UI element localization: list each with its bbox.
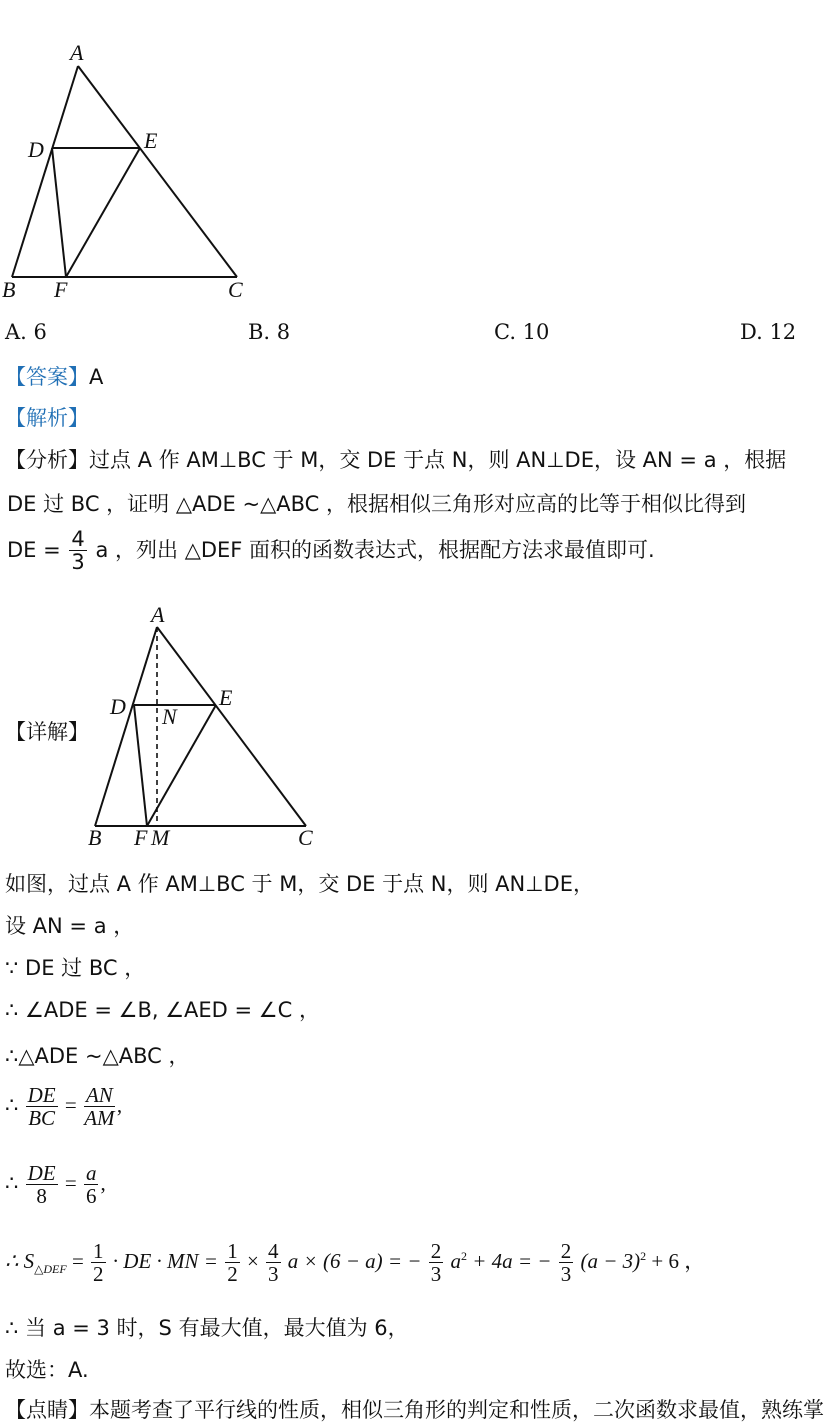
solution-step-10: 故选：A. (5, 1358, 89, 1382)
label2-N: N (162, 704, 177, 729)
label-F: F (54, 277, 68, 302)
analysis-text-1: 过点 A 作 AM⊥BC 于 M，交 DE 于点 N，则 AN⊥DE，设 AN = a ，根据 (89, 448, 787, 472)
label2-B: B (88, 825, 102, 850)
solution-step-4: ∴ ∠ADE = ∠B, ∠AED = ∠C ， (5, 998, 320, 1022)
analysis-line-2: DE 过 BC ，证明 △ADE ~△ABC ，根据相似三角形对应高的比等于相似比得到 (7, 492, 746, 516)
figure-triangle-1 (0, 30, 260, 310)
comment-tag: 【点睛】 (5, 1398, 89, 1422)
analysis-line-3 (7, 528, 655, 574)
solution-step-6: ∴ $\frac{DE}{BC}$ = $\frac{AN}{AM}$ , (5, 1083, 123, 1131)
label2-C: C (298, 825, 313, 850)
answer-tag: 【答案】 (5, 365, 89, 389)
analysis-line-1 (5, 444, 786, 474)
label-E: E (144, 128, 158, 153)
label-D: D (28, 137, 44, 162)
comment-line (5, 1394, 824, 1424)
option-d: D. 12 (740, 320, 797, 344)
frac-an: AN (85, 1083, 113, 1107)
analysis-de-eq: DE = (7, 538, 61, 563)
solution-step-5: ∴△ADE ~△ABC ， (5, 1044, 190, 1068)
frac-bc: BC (28, 1106, 56, 1131)
label2-D: D (110, 694, 126, 719)
label2-E: E (219, 685, 233, 710)
solution-step-2: 设 AN = a ， (5, 914, 135, 938)
label2-F: F (134, 825, 148, 850)
label-A: A (70, 40, 84, 65)
option-a: A. 6 (5, 320, 47, 344)
analysis-tag: 【分析】 (5, 448, 89, 472)
fraction-4-3: $\frac{4}{3}$ (71, 527, 85, 575)
label-B: B (2, 277, 16, 302)
comment-text: 本题考查了平行线的性质，相似三角形的判定和性质，二次函数求最值，熟练掌 (89, 1398, 824, 1422)
solution-step-9: ∴ 当 a = 3 时，S 有最大值，最大值为 6， (5, 1316, 409, 1340)
label2-M: M (151, 825, 170, 850)
frac-de: DE (27, 1083, 56, 1107)
solution-step-1: 如图，过点 A 作 AM⊥BC 于 M，交 DE 于点 N，则 AN⊥DE， (5, 872, 594, 896)
analysis-text-3: a ，列出 △DEF 面积的函数表达式，根据配方法求最值即可. (95, 538, 655, 563)
figure-triangle-2 (80, 600, 330, 855)
solution-step-3: ∵ DE 过 BC ， (5, 956, 146, 980)
option-c: C. 10 (494, 320, 550, 344)
answer-value: A (89, 365, 104, 389)
label2-A: A (151, 602, 165, 627)
option-b: B. 8 (248, 320, 291, 344)
frac-am: AM (84, 1106, 115, 1131)
detail-tag: 【详解】 (5, 720, 89, 744)
solution-step-8: ∴ $S_{\triangle DEF}$ = $\frac{1}{2}$ · DE · MN = $\frac{1}{2}$ × $\frac{4}{3}$ a × (6 − a) = − $\frac{2}{3}$ $a^2 + 4a$ = − $\frac{2}{3}$ $(a - 3)^2 + 6$ ， (5, 1239, 706, 1287)
answer-line (5, 361, 103, 391)
explanation-tag: 【解析】 (5, 406, 89, 430)
label-C: C (228, 277, 243, 302)
solution-step-7: ∴ $\frac{DE}{8}$ = $\frac{a}{6}$ , (5, 1161, 106, 1209)
